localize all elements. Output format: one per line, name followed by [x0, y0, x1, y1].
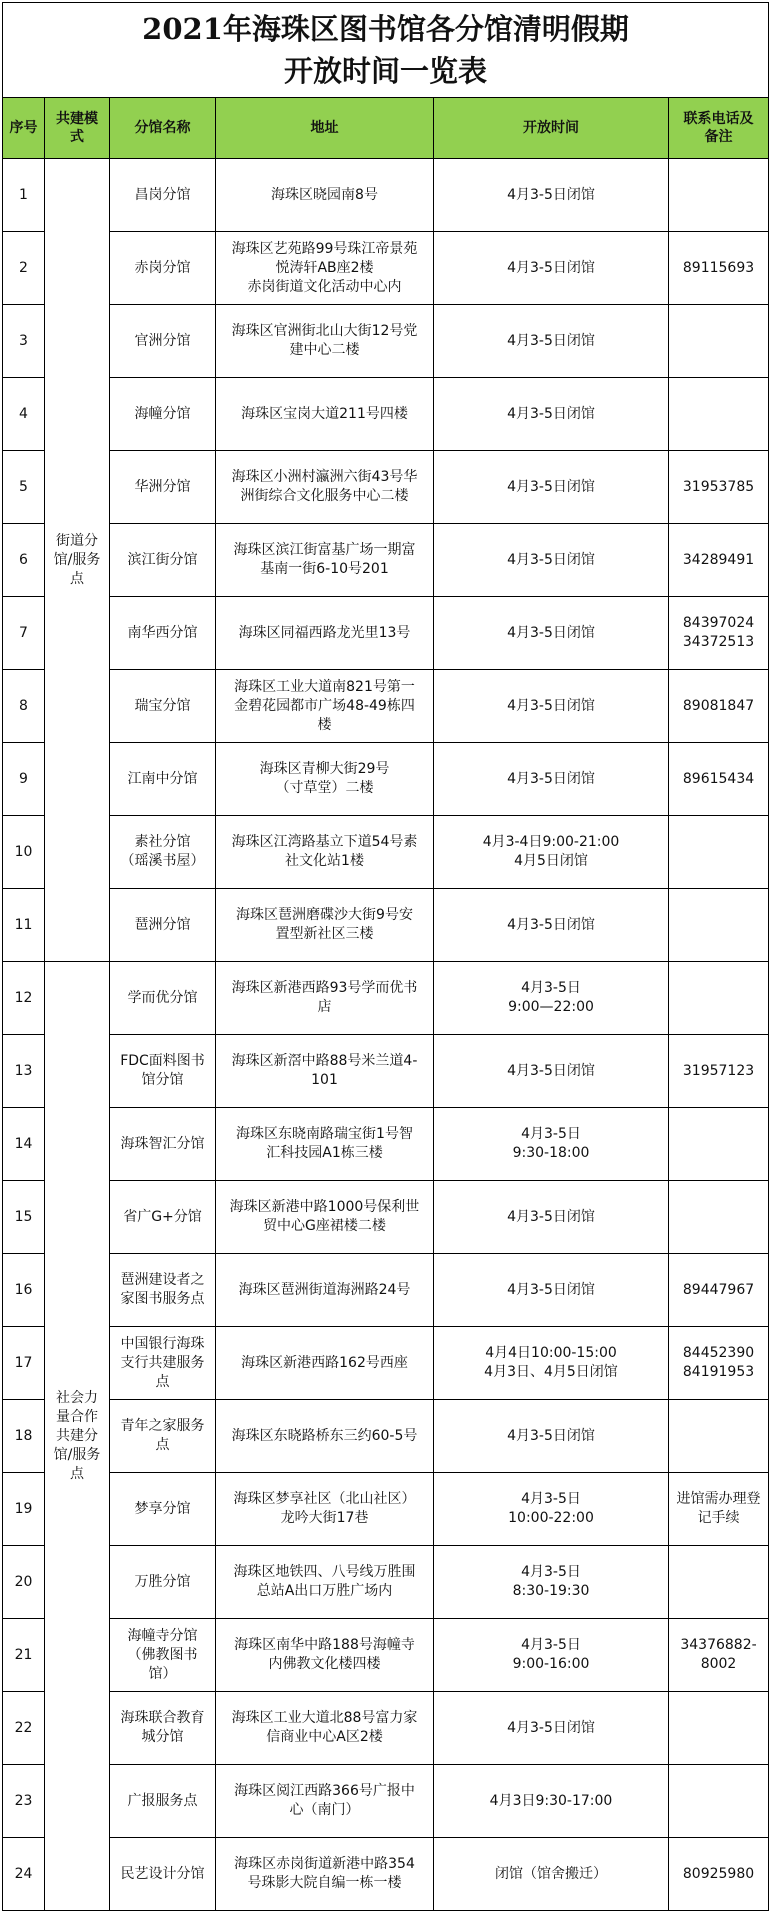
- branch-address: 海珠区东晓路桥东三约60-5号: [216, 1400, 434, 1473]
- branch-address: 海珠区赤岗街道新港中路354 号珠影大院自编一栋一楼: [216, 1838, 434, 1911]
- row-seq: 23: [3, 1765, 45, 1838]
- contact-info: 89081847: [669, 670, 769, 743]
- row-seq: 7: [3, 597, 45, 670]
- branch-name: 琶洲分馆: [110, 889, 216, 962]
- contact-info: 89615434: [669, 743, 769, 816]
- branch-name: 广报服务点: [110, 1765, 216, 1838]
- title-line-1: 2021年海珠区图书馆各分馆清明假期: [142, 12, 629, 46]
- branch-name: 海幢寺分馆 （佛教图书 馆）: [110, 1619, 216, 1692]
- branch-name: 梦享分馆: [110, 1473, 216, 1546]
- branch-name: 华洲分馆: [110, 451, 216, 524]
- contact-info: 31957123: [669, 1035, 769, 1108]
- branch-name: 南华西分馆: [110, 597, 216, 670]
- opening-hours: 4月3-5日闭馆: [434, 524, 669, 597]
- branch-address: 海珠区梦享社区（北山社区） 龙吟大街17巷: [216, 1473, 434, 1546]
- branch-name: 官洲分馆: [110, 305, 216, 378]
- row-seq: 3: [3, 305, 45, 378]
- table-row: [3, 1546, 769, 1619]
- row-seq: 21: [3, 1619, 45, 1692]
- branch-address: 海珠区宝岗大道211号四楼: [216, 378, 434, 451]
- table-row: [3, 159, 769, 232]
- table-row: [3, 1765, 769, 1838]
- table-row: [3, 816, 769, 889]
- branch-name: 海幢分馆: [110, 378, 216, 451]
- row-seq: 24: [3, 1838, 45, 1911]
- opening-hours: 4月4日10:00-15:00 4月3日、4月5日闭馆: [434, 1327, 669, 1400]
- table-row: [3, 670, 769, 743]
- branch-address: 海珠区小洲村瀛洲六街43号华 洲街综合文化服务中心二楼: [216, 451, 434, 524]
- contact-info: 84452390 84191953: [669, 1327, 769, 1400]
- title-line-2: 开放时间一览表: [284, 54, 488, 88]
- row-seq: 14: [3, 1108, 45, 1181]
- opening-hours: 4月3-5日闭馆: [434, 1254, 669, 1327]
- table-row: [3, 232, 769, 305]
- contact-info: [669, 816, 769, 889]
- table-row: [3, 1108, 769, 1181]
- branch-name: FDC面料图书 馆分馆: [110, 1035, 216, 1108]
- row-seq: 5: [3, 451, 45, 524]
- contact-info: 进馆需办理登 记手续: [669, 1473, 769, 1546]
- contact-info: [669, 1181, 769, 1254]
- table-row: [3, 1473, 769, 1546]
- branch-address: 海珠区工业大道北88号富力家 信商业中心A区2楼: [216, 1692, 434, 1765]
- row-seq: 9: [3, 743, 45, 816]
- branch-address: 海珠区晓园南8号: [216, 159, 434, 232]
- branch-name: 滨江街分馆: [110, 524, 216, 597]
- row-seq: 16: [3, 1254, 45, 1327]
- table-row: [3, 1254, 769, 1327]
- branch-address: 海珠区滨江街富基广场一期富 基南一街6-10号201: [216, 524, 434, 597]
- branch-address: 海珠区阅江西路366号广报中 心（南门）: [216, 1765, 434, 1838]
- contact-info: [669, 1400, 769, 1473]
- header-name: 分馆名称: [110, 98, 216, 159]
- row-seq: 1: [3, 159, 45, 232]
- contact-info: [669, 1765, 769, 1838]
- opening-hours: 4月3-5日 8:30-19:30: [434, 1546, 669, 1619]
- row-seq: 4: [3, 378, 45, 451]
- branch-name: 海珠智汇分馆: [110, 1108, 216, 1181]
- branch-name: 瑞宝分馆: [110, 670, 216, 743]
- row-seq: 6: [3, 524, 45, 597]
- header-row: [3, 98, 769, 159]
- branch-name: 中国银行海珠 支行共建服务 点: [110, 1327, 216, 1400]
- contact-info: 34289491: [669, 524, 769, 597]
- opening-hours: 4月3-5日闭馆: [434, 378, 669, 451]
- branch-address: 海珠区新港西路162号西座: [216, 1327, 434, 1400]
- contact-info: 80925980: [669, 1838, 769, 1911]
- branch-address: 海珠区东晓南路瑞宝街1号智 汇科技园A1栋三楼: [216, 1108, 434, 1181]
- contact-info: [669, 305, 769, 378]
- opening-hours: 4月3-5日闭馆: [434, 159, 669, 232]
- table-row: [3, 305, 769, 378]
- branch-name: 民艺设计分馆: [110, 1838, 216, 1911]
- table-row: [3, 597, 769, 670]
- row-seq: 19: [3, 1473, 45, 1546]
- branch-name: 琶洲建设者之 家图书服务点: [110, 1254, 216, 1327]
- branch-name: 昌岗分馆: [110, 159, 216, 232]
- row-seq: 22: [3, 1692, 45, 1765]
- branch-name: 省广G+分馆: [110, 1181, 216, 1254]
- header-hours: 开放时间: [434, 98, 669, 159]
- table-row: [3, 1619, 769, 1692]
- row-seq: 15: [3, 1181, 45, 1254]
- opening-hours: 4月3-5日 9:00—22:00: [434, 962, 669, 1035]
- contact-info: 89115693: [669, 232, 769, 305]
- opening-hours: 4月3-5日闭馆: [434, 889, 669, 962]
- contact-info: 34376882- 8002: [669, 1619, 769, 1692]
- header-seq: 序号: [3, 98, 45, 159]
- header-contact: 联系电话及 备注: [669, 98, 769, 159]
- contact-info: 84397024 34372513: [669, 597, 769, 670]
- branch-address: 海珠区官洲街北山大街12号党 建中心二楼: [216, 305, 434, 378]
- table-row: [3, 1327, 769, 1400]
- opening-hours: 4月3-5日闭馆: [434, 1692, 669, 1765]
- contact-info: [669, 962, 769, 1035]
- group-mode-cell: 社会力 量合作 共建分 馆/服务 点: [45, 962, 110, 1911]
- row-seq: 18: [3, 1400, 45, 1473]
- opening-hours: 4月3-5日闭馆: [434, 451, 669, 524]
- opening-hours: 4月3-5日闭馆: [434, 597, 669, 670]
- table-row: [3, 1035, 769, 1108]
- opening-hours: 4月3-5日闭馆: [434, 232, 669, 305]
- opening-hours: 4月3-5日 10:00-22:00: [434, 1473, 669, 1546]
- table-row: [3, 1692, 769, 1765]
- contact-info: [669, 1692, 769, 1765]
- opening-hours: 4月3-5日 9:00-16:00: [434, 1619, 669, 1692]
- branch-address: 海珠区艺苑路99号珠江帝景苑 悦涛轩AB座2楼 赤岗街道文化活动中心内: [216, 232, 434, 305]
- table-title: [3, 3, 769, 98]
- branch-address: 海珠区琶洲街道海洲路24号: [216, 1254, 434, 1327]
- contact-info: [669, 159, 769, 232]
- branch-name: 万胜分馆: [110, 1546, 216, 1619]
- branch-address: 海珠区江湾路基立下道54号素 社文化站1楼: [216, 816, 434, 889]
- contact-info: [669, 1546, 769, 1619]
- table-row: [3, 962, 769, 1035]
- branch-address: 海珠区青柳大街29号 （寸草堂）二楼: [216, 743, 434, 816]
- branch-name: 素社分馆 （瑶溪书屋）: [110, 816, 216, 889]
- opening-hours: 闭馆（馆舍搬迁）: [434, 1838, 669, 1911]
- contact-info: [669, 889, 769, 962]
- row-seq: 8: [3, 670, 45, 743]
- table-row: [3, 1400, 769, 1473]
- branch-address: 海珠区地铁四、八号线万胜围 总站A出口万胜广场内: [216, 1546, 434, 1619]
- row-seq: 10: [3, 816, 45, 889]
- table-row: [3, 889, 769, 962]
- table-row: [3, 1838, 769, 1911]
- row-seq: 17: [3, 1327, 45, 1400]
- branch-name: 赤岗分馆: [110, 232, 216, 305]
- row-seq: 20: [3, 1546, 45, 1619]
- schedule-table: [2, 2, 769, 1911]
- header-mode: 共建模 式: [45, 98, 110, 159]
- contact-info: 89447967: [669, 1254, 769, 1327]
- row-seq: 13: [3, 1035, 45, 1108]
- contact-info: [669, 1108, 769, 1181]
- row-seq: 12: [3, 962, 45, 1035]
- opening-hours: 4月3-5日 9:30-18:00: [434, 1108, 669, 1181]
- opening-hours: 4月3-5日闭馆: [434, 1181, 669, 1254]
- table-row: [3, 524, 769, 597]
- opening-hours: 4月3-4日9:00-21:00 4月5日闭馆: [434, 816, 669, 889]
- branch-address: 海珠区新滘中路88号米兰道4- 101: [216, 1035, 434, 1108]
- contact-info: 31953785: [669, 451, 769, 524]
- branch-address: 海珠区新港中路1000号保利世 贸中心G座裙楼二楼: [216, 1181, 434, 1254]
- branch-name: 海珠联合教育 城分馆: [110, 1692, 216, 1765]
- branch-address: 海珠区工业大道南821号第一 金碧花园都市广场48-49栋四 楼: [216, 670, 434, 743]
- table-row: [3, 378, 769, 451]
- table-row: [3, 451, 769, 524]
- branch-name: 青年之家服务 点: [110, 1400, 216, 1473]
- header-address: 地址: [216, 98, 434, 159]
- branch-address: 海珠区南华中路188号海幢寺 内佛教文化楼四楼: [216, 1619, 434, 1692]
- branch-address: 海珠区同福西路龙光里13号: [216, 597, 434, 670]
- branch-address: 海珠区新港西路93号学而优书 店: [216, 962, 434, 1035]
- opening-hours: 4月3-5日闭馆: [434, 1400, 669, 1473]
- opening-hours: 4月3-5日闭馆: [434, 743, 669, 816]
- opening-hours: 4月3日9:30-17:00: [434, 1765, 669, 1838]
- row-seq: 11: [3, 889, 45, 962]
- opening-hours: 4月3-5日闭馆: [434, 1035, 669, 1108]
- branch-address: 海珠区琶洲磨碟沙大街9号安 置型新社区三楼: [216, 889, 434, 962]
- contact-info: [669, 378, 769, 451]
- opening-hours: 4月3-5日闭馆: [434, 670, 669, 743]
- table-row: [3, 1181, 769, 1254]
- opening-hours: 4月3-5日闭馆: [434, 305, 669, 378]
- table-row: [3, 743, 769, 816]
- branch-name: 江南中分馆: [110, 743, 216, 816]
- branch-name: 学而优分馆: [110, 962, 216, 1035]
- group-mode-cell: 街道分 馆/服务 点: [45, 159, 110, 962]
- row-seq: 2: [3, 232, 45, 305]
